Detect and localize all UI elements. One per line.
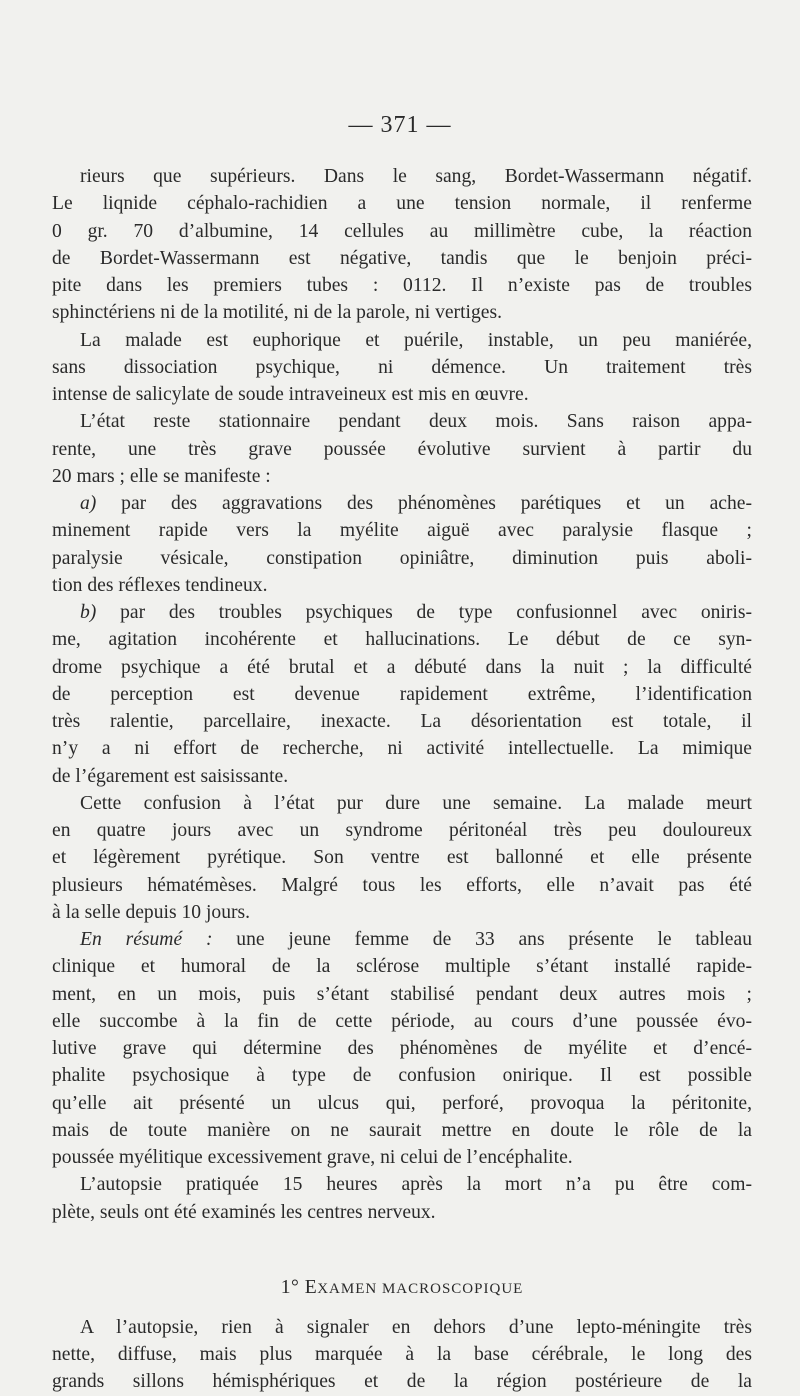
paragraphs-before-heading — [52, 163, 752, 1226]
text-line: de perception est devenue rapidement extrême, l’identification — [52, 683, 752, 705]
text-line: de Bordet-Wassermann est négative, tandis que le benjoin préci- — [52, 247, 752, 269]
text-line: L’état reste stationnaire pendant deux mois. Sans raison appa- — [80, 411, 752, 433]
text-line — [52, 599, 752, 626]
text-line: à la selle depuis 10 jours. — [52, 901, 251, 923]
text-line: plusieurs hématémèses. Malgré tous les efforts, elle n’avait pas été — [52, 874, 752, 896]
text-line: plète, seuls ont été examinés les centres nerveux. — [52, 1201, 436, 1223]
paragraphs-after-heading — [52, 1314, 752, 1396]
body-text — [52, 163, 752, 1396]
text-line: phalite psychosique à type de confusion onirique. Il est possible — [52, 1065, 752, 1087]
paragraph-lead: a) — [80, 493, 97, 514]
paragraph — [52, 1171, 752, 1226]
text-line: pite dans les premiers tubes : 0112. Il n’existe pas de troubles — [52, 275, 752, 296]
section-heading-number: 1° — [280, 1276, 300, 1298]
text-line: rente, une très grave poussée évolutive survient à partir du — [52, 438, 752, 460]
page-number: — 371 — — [348, 112, 452, 138]
text-line-content: par des aggravations des phénomènes parétiques et un ache- — [96, 493, 752, 514]
text-line: lutive grave qui détermine des phénomènes de myélite et d’encé- — [52, 1038, 752, 1059]
text-line: n’y a ni effort de recherche, ni activité intellectuelle. La mimique — [52, 738, 752, 760]
text-line: 0 gr. 70 d’albumine, 14 cellules au millimètre cube, la réaction — [52, 220, 752, 242]
paragraph-lead: b) — [80, 602, 97, 623]
text-line: rieurs que supérieurs. Dans le sang, Bordet-Wassermann négatif. — [80, 166, 752, 187]
text-line: minement rapide vers la myélite aiguë avec paralysie flasque ; — [52, 520, 752, 542]
text-line: A l’autopsie, rien à signaler en dehors d’une lepto-méningite très — [80, 1316, 752, 1338]
paragraph — [52, 790, 752, 926]
text-line — [52, 926, 752, 953]
text-line: clinique et humoral de la sclérose multiple s’étant installé rapide- — [52, 956, 752, 978]
text-line: très ralentie, parcellaire, inexacte. La désorientation est totale, il — [52, 711, 752, 732]
text-line: de l’égarement est saisissante. — [52, 765, 289, 787]
text-line: drome psychique a été brutal et a débuté dans la nuit ; la difficulté — [52, 656, 752, 678]
paragraph — [52, 490, 752, 599]
text-line: grands sillons hémisphériques et de la région postérieure de la — [52, 1371, 752, 1393]
text-line-content: par des troubles psychiques de type confusionnel avec oniris- — [96, 602, 752, 623]
paragraph — [52, 163, 752, 327]
text-line: elle succombe à la fin de cette période, au cours d’une poussée évo- — [52, 1010, 752, 1032]
text-line — [52, 490, 752, 517]
paragraph — [52, 926, 752, 1171]
section-heading-initial: E — [304, 1276, 318, 1298]
paragraph — [52, 599, 752, 790]
text-line: 20 mars ; elle se manifeste : — [52, 465, 271, 487]
paragraph-lead: En résumé : — [80, 929, 213, 950]
text-line: La malade est euphorique et puérile, instable, un peu maniérée, — [80, 329, 752, 351]
text-line: Le liqnide céphalo-rachidien a une tension normale, il renferme — [52, 193, 752, 215]
text-line: en quatre jours avec un syndrome péritonéal très peu douloureux — [52, 820, 752, 841]
paragraph — [52, 327, 752, 409]
text-line: ment, en un mois, puis s’étant stabilisé pendant deux autres mois ; — [52, 983, 752, 1005]
section-heading — [52, 1268, 752, 1308]
text-line: qu’elle ait présenté un ulcus qui, perforé, provoqua la péritonite, — [52, 1092, 752, 1114]
text-line: nette, diffuse, mais plus marquée à la base cérébrale, le long des — [52, 1344, 752, 1365]
paragraph — [52, 1314, 752, 1396]
paragraph — [52, 408, 752, 490]
text-line: me, agitation incohérente et hallucinations. Le début de ce syn- — [52, 629, 752, 651]
text-line: sphinctériens ni de la motilité, ni de la parole, ni vertiges. — [52, 302, 502, 324]
text-line: Cette confusion à l’état pur dure une semaine. La malade meurt — [80, 792, 752, 814]
text-line: L’autopsie pratiquée 15 heures après la mort n’a pu être com- — [80, 1174, 752, 1196]
text-line: paralysie vésicale, constipation opiniâtre, diminution puis aboli- — [52, 547, 752, 569]
section-heading-text: XAMEN MACROSCOPIQUE — [317, 1280, 524, 1297]
text-line: tion des réflexes tendineux. — [52, 574, 268, 596]
text-line-content: une jeune femme de 33 ans présente le tableau — [212, 929, 752, 950]
text-line: mais de toute manière on ne saurait mettre en doute le rôle de la — [52, 1119, 752, 1141]
text-line: et légèrement pyrétique. Son ventre est ballonné et elle présente — [52, 847, 752, 869]
text-line: intense de salicylate de soude intraveineux est mis en œuvre. — [52, 384, 529, 405]
text-line: sans dissociation psychique, ni démence. Un traitement très — [52, 356, 752, 378]
text-line: poussée myélitique excessivement grave, ni celui de l’encéphalite. — [52, 1147, 573, 1168]
